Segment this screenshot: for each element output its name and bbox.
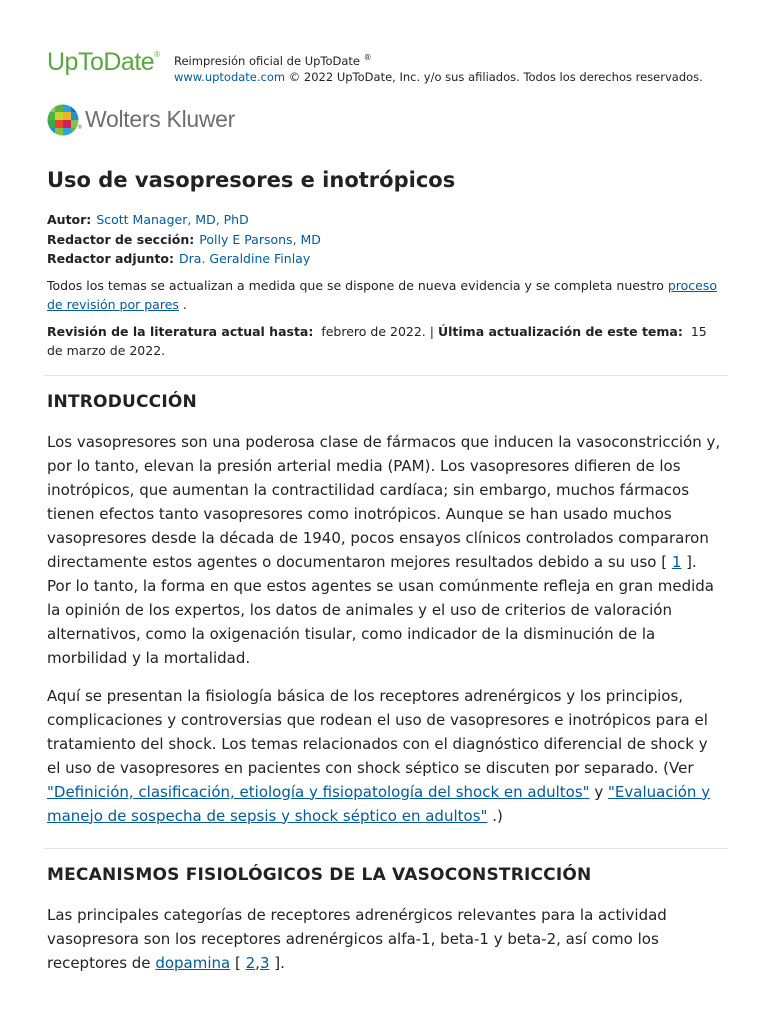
- review-date: febrero de 2022.: [321, 323, 426, 339]
- site-link[interactable]: www.uptodate.com: [174, 69, 286, 84]
- shock-definition-link[interactable]: "Definición, clasificación, etiología y fisiopatología del shock en adultos": [47, 782, 590, 801]
- ref-open-bracket: [: [234, 953, 241, 972]
- article: [47, 168, 725, 989]
- reprint-notice: [174, 50, 703, 85]
- dopamine-link[interactable]: dopamina: [155, 953, 231, 972]
- wolters-kluwer-logo[interactable]: [47, 104, 287, 136]
- section-editor-link[interactable]: Polly E Parsons, MD: [199, 231, 321, 247]
- section-editor-row: [47, 230, 725, 250]
- author-label: Autor:: [47, 212, 92, 227]
- review-dates: [47, 322, 725, 360]
- date-separator: |: [429, 323, 434, 339]
- updated-label: Última actualización de este tema:: [437, 323, 683, 339]
- article-title: Uso de vasopresores e inotrópicos: [47, 168, 456, 192]
- reference-link-2[interactable]: 2: [245, 953, 256, 972]
- update-note-end: .: [182, 296, 187, 312]
- author-link[interactable]: Scott Manager, MD, PhD: [96, 212, 249, 227]
- intro-p1-text: Los vasopresores son una poderosa clase de fármacos que inducen la vasoconstricción y, por lo tanto, elevan la presión arterial media (PAM). Los vasopresores difieren de los inotrópicos, que aumentan la contractilidad cardíaca; sin embargo, muchos fármacos tienen efectos tanto vasopresores como inotrópicos. Aunque se han usado muchos vasopresores desde la década de 1940, pocos ensayos clínicos controlados compararon directamente estos agentes o documentaron mejores resultados debido a su uso [: [47, 432, 721, 571]
- deputy-editor-row: [47, 249, 725, 269]
- intro-p2-text: Aquí se presentan la fisiología básica de los receptores adrenérgicos y los principios, complicaciones y controversias que rodean el uso de vasopresores e inotrópicos para el tratamiento del shock. Los temas relacionados con el diagnóstico diferencial de shock y el uso de vasopresores en pacientes con shock séptico se discuten por separado. (Ver: [47, 686, 708, 777]
- section-heading-intro: INTRODUCCIÓN: [47, 391, 197, 412]
- peer-review-link[interactable]: proceso de revisión por pares: [47, 277, 718, 312]
- ref-close-bracket: ].: [274, 953, 285, 972]
- intro-paragraph-1: [47, 430, 725, 670]
- and-text: y: [594, 782, 604, 801]
- author-row: [47, 210, 725, 230]
- deputy-editor-label: Redactor adjunto:: [47, 251, 175, 266]
- divider: [44, 375, 728, 376]
- update-note: [47, 276, 725, 314]
- sepsis-management-link[interactable]: "Evaluación y manejo de sospecha de sepsis y shock séptico en adultos": [47, 782, 711, 825]
- deputy-editor-link[interactable]: Dra. Geraldine Finlay: [179, 251, 311, 266]
- mechanisms-paragraph-1: [47, 903, 725, 975]
- publisher-registered-mark: ®: [77, 124, 83, 131]
- brand-name: UpToDate: [47, 48, 155, 76]
- brand-registered-mark: ®: [154, 50, 160, 59]
- mechanisms-p1-text: Las principales categorías de receptores adrenérgicos relevantes para la actividad vasopresora son los receptores adrenérgicos alfa-1, beta-1 y beta-2, así como los receptores de: [47, 905, 667, 972]
- reprint-registered-mark: ®: [363, 53, 372, 62]
- intro-p2-end: .): [492, 806, 503, 825]
- section-heading-mechanisms: MECANISMOS FISIOLÓGICOS DE LA VASOCONSTRICCIÓN: [47, 864, 592, 885]
- uptodate-logo[interactable]: [47, 48, 160, 77]
- wolters-kluwer-globe-icon: [47, 104, 79, 136]
- reprint-line: Reimpresión oficial de UpToDate: [174, 53, 360, 68]
- ref-comma: ,: [255, 953, 260, 972]
- update-note-text: Todos los temas se actualizan a medida que se dispone de nueva evidencia y se completa nuestro: [47, 277, 664, 293]
- reference-link-3[interactable]: 3: [259, 953, 270, 972]
- intro-paragraph-2: [47, 684, 725, 828]
- reference-link-1[interactable]: 1: [671, 552, 682, 571]
- divider: [44, 848, 728, 849]
- review-label: Revisión de la literatura actual hasta:: [47, 323, 314, 339]
- intro-p1-text-end: ]. Por lo tanto, la forma en que estos agentes se usan comúnmente refleja en gran medida la opinión de los expertos, los datos de animales y el uso de criterios de valoración alternativos, como la oxigenación tisular, como indicador de la disminución de la morbilidad y la mortalidad.: [47, 552, 714, 667]
- page-header: [47, 48, 727, 88]
- updated-date: 15 de marzo de 2022.: [47, 323, 707, 358]
- copyright-text: © 2022 UpToDate, Inc. y/o sus afiliados. Todos los derechos reservados.: [288, 69, 703, 84]
- publisher-name: Wolters Kluwer: [85, 106, 236, 132]
- section-editor-label: Redactor de sección:: [47, 231, 195, 247]
